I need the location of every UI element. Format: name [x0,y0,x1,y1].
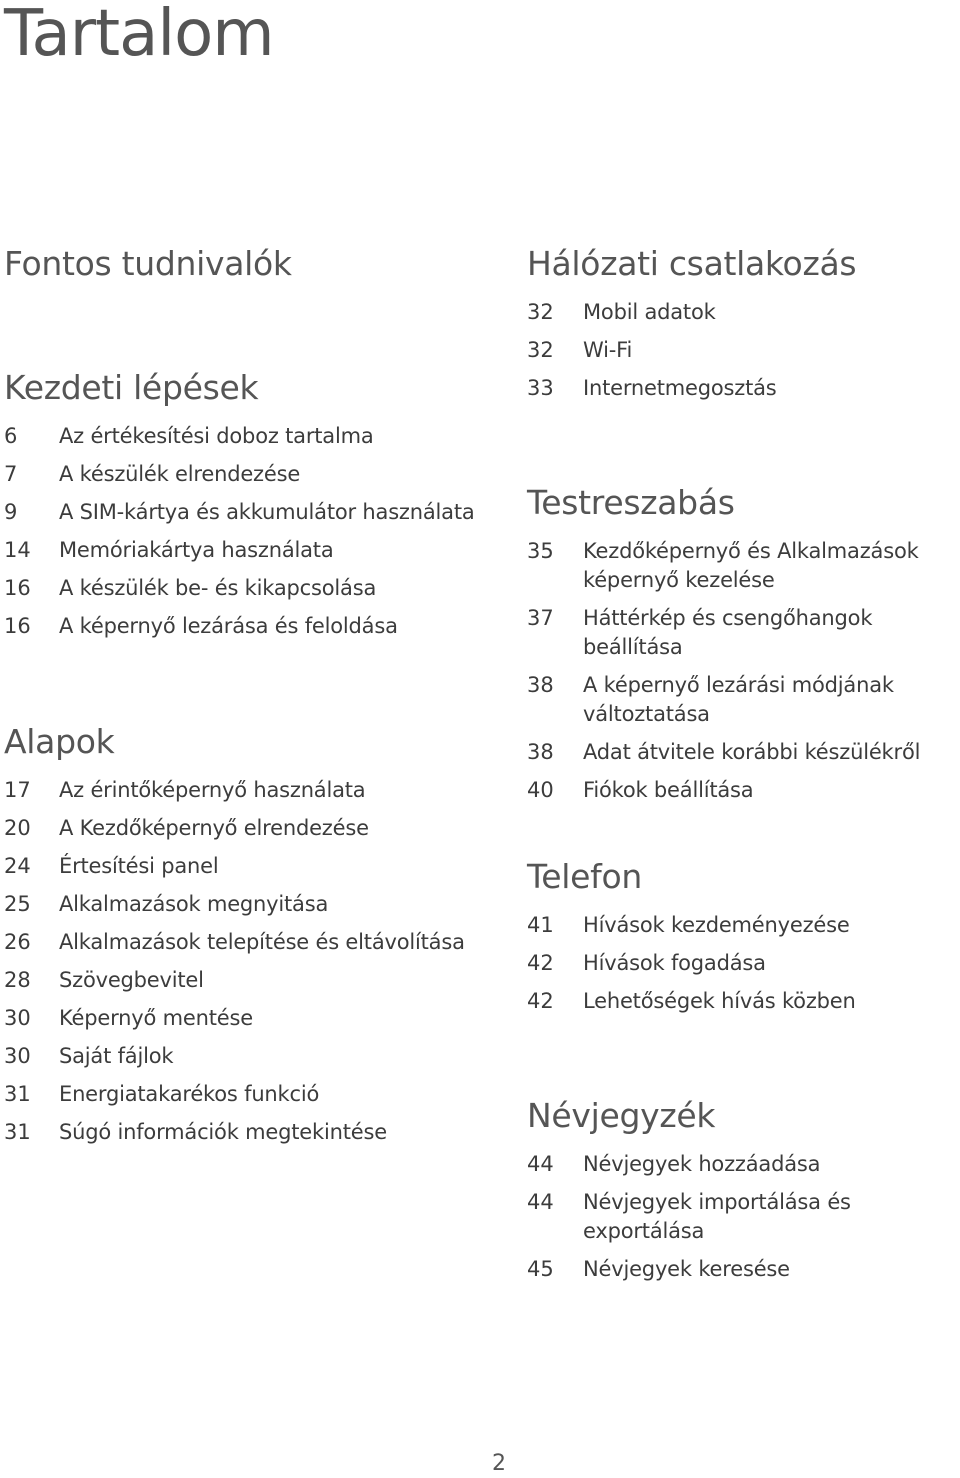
toc-entry-label: A készülék elrendezése [59,462,301,486]
toc-entry[interactable] [527,776,960,805]
toc-entry-list [4,776,504,1147]
toc-section-contacts [527,1096,960,1293]
toc-page-number: 45 [527,1257,554,1281]
toc-entry-label: A képernyő lezárási módjának változtatása [583,673,894,726]
toc-entry-label: A képernyő lezárása és feloldása [59,614,398,638]
toc-entry-label: Névjegyek hozzáadása [583,1152,821,1176]
toc-entry[interactable] [527,1255,960,1284]
section-heading[interactable]: Kezdeti lépések [4,368,259,407]
toc-entry-label: Adat átvitele korábbi készülékről [583,740,921,764]
toc-entry[interactable] [4,852,504,881]
toc-entry[interactable] [527,604,960,662]
toc-page-number: 14 [4,538,31,562]
section-heading[interactable]: Telefon [527,857,642,896]
toc-entry[interactable] [4,574,504,603]
toc-entry[interactable] [4,1004,504,1033]
toc-entry[interactable] [527,1188,960,1246]
toc-entry-label: Energiatakarékos funkció [59,1082,320,1106]
toc-entry-label: Névjegyek keresése [583,1257,790,1281]
toc-page-number: 6 [4,424,18,448]
toc-entry[interactable] [4,890,504,919]
toc-page-number: 28 [4,968,31,992]
toc-entry[interactable] [527,537,960,595]
toc-entry-label: Saját fájlok [59,1044,174,1068]
toc-section-important-notes [4,244,504,284]
section-heading[interactable]: Alapok [4,722,115,761]
toc-entry-label: Hívások kezdeményezése [583,913,850,937]
toc-entry[interactable] [527,738,960,767]
section-heading[interactable]: Hálózati csatlakozás [527,244,857,283]
toc-page-number: 16 [4,614,31,638]
section-heading[interactable]: Névjegyzék [527,1096,716,1135]
toc-entry-label: A készülék be- és kikapcsolása [59,576,377,600]
toc-entry[interactable] [527,336,960,365]
toc-section-basics [4,722,504,1156]
page-number: 2 [492,1451,506,1476]
toc-page-number: 38 [527,673,554,697]
toc-entry-label: A Kezdőképernyő elrendezése [59,816,369,840]
toc-page-number: 37 [527,606,554,630]
toc-page-number: 41 [527,913,554,937]
toc-entry[interactable] [527,671,960,729]
toc-section-network [527,244,960,412]
toc-entry-label: Súgó információk megtekintése [59,1120,387,1144]
toc-entry[interactable] [4,928,504,957]
toc-entry-label: Alkalmazások telepítése és eltávolítása [59,930,465,954]
toc-entry-label: Fiókok beállítása [583,778,754,802]
toc-page-number: 31 [4,1082,31,1106]
toc-page-number: 25 [4,892,31,916]
toc-page-number: 31 [4,1120,31,1144]
toc-entry-label: Értesítési panel [59,854,219,878]
toc-entry-list [4,422,504,641]
toc-entry-label: Háttérkép és csengőhangok beállítása [583,606,873,659]
section-heading[interactable]: Fontos tudnivalók [4,244,292,283]
toc-entry[interactable] [4,536,504,565]
toc-section-getting-started [4,368,504,650]
toc-entry[interactable] [527,949,960,978]
toc-page-number: 32 [527,338,554,362]
toc-entry-label: Kezdőképernyő és Alkalmazások képernyő kezelése [583,539,919,592]
toc-page-number: 30 [4,1006,31,1030]
toc-page-number: 30 [4,1044,31,1068]
toc-entry[interactable] [527,911,960,940]
toc-page-number: 40 [527,778,554,802]
toc-entry-list [527,537,960,805]
toc-entry[interactable] [4,422,504,451]
toc-entry-label: Wi-Fi [583,338,633,362]
toc-entry-label: Alkalmazások megnyitása [59,892,329,916]
toc-page-number: 42 [527,989,554,1013]
toc-entry[interactable] [4,966,504,995]
page-title: Tartalom [4,0,274,71]
toc-page-number: 44 [527,1190,554,1214]
toc-page-number: 20 [4,816,31,840]
toc-section-phone [527,857,960,1025]
toc-page-number: 7 [4,462,18,486]
toc-entry[interactable] [4,460,504,489]
toc-entry[interactable] [4,498,504,527]
toc-page-number: 42 [527,951,554,975]
toc-entry-label: Szövegbevitel [59,968,204,992]
toc-entry[interactable] [4,1118,504,1147]
toc-entry[interactable] [527,1150,960,1179]
toc-page-number: 33 [527,376,554,400]
toc-entry-label: Képernyő mentése [59,1006,253,1030]
toc-entry[interactable] [4,776,504,805]
toc-page-number: 16 [4,576,31,600]
toc-entry-label: Az értékesítési doboz tartalma [59,424,374,448]
toc-page-number: 24 [4,854,31,878]
toc-entry-list [527,1150,960,1284]
toc-entry-label: Internetmegosztás [583,376,777,400]
toc-entry[interactable] [4,612,504,641]
toc-page-number: 17 [4,778,31,802]
toc-page-number: 38 [527,740,554,764]
toc-entry-label: A SIM-kártya és akkumulátor használata [59,500,475,524]
toc-entry-label: Lehetőségek hívás közben [583,989,856,1013]
toc-page-number: 44 [527,1152,554,1176]
toc-entry-label: Mobil adatok [583,300,716,324]
toc-page-number: 26 [4,930,31,954]
toc-entry[interactable] [4,1080,504,1109]
toc-entry-label: Névjegyek importálása és exportálása [583,1190,851,1243]
toc-entry-list [527,911,960,1016]
toc-entry[interactable] [527,987,960,1016]
toc-entry[interactable] [527,374,960,403]
toc-entry[interactable] [527,298,960,327]
toc-page-number: 9 [4,500,18,524]
toc-page-number: 32 [527,300,554,324]
toc-entry-list [527,298,960,403]
toc-entry-label: Memóriakártya használata [59,538,334,562]
section-heading[interactable]: Testreszabás [527,483,735,522]
toc-entry[interactable] [4,814,504,843]
toc-section-customization [527,483,960,814]
toc-page-number: 35 [527,539,554,563]
toc-entry-label: Hívások fogadása [583,951,766,975]
toc-entry[interactable] [4,1042,504,1071]
toc-entry-label: Az érintőképernyő használata [59,778,366,802]
